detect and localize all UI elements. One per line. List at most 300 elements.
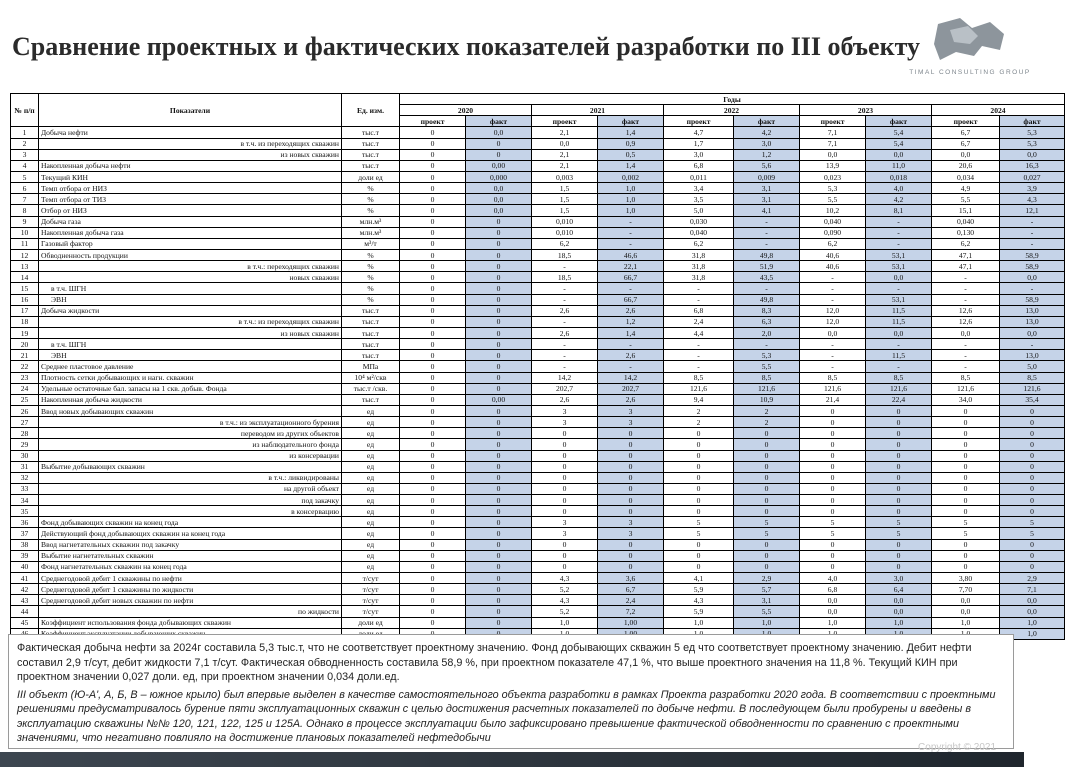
row-number: 32 — [11, 472, 39, 483]
project-value: 0 — [400, 249, 466, 260]
table-row — [11, 394, 1065, 405]
project-value: 0 — [532, 539, 598, 550]
table-row — [11, 584, 1065, 595]
project-value: - — [932, 283, 1000, 294]
table-row — [11, 327, 1065, 338]
project-value: 0 — [400, 506, 466, 517]
indicator-name: Фонд нагнетательных скважин на конец года — [39, 561, 342, 572]
fact-value: 3,9 — [1000, 183, 1065, 194]
fact-value: 0 — [598, 439, 664, 450]
header-year: 2024 — [932, 105, 1065, 116]
fact-value: 53,1 — [866, 261, 932, 272]
fact-value: - — [866, 339, 932, 350]
project-value: 0 — [400, 528, 466, 539]
fact-value: 1,0 — [1000, 628, 1065, 639]
indicator-name: Ввод новых добывающих скважин — [39, 405, 342, 416]
project-value: 0 — [932, 483, 1000, 494]
fact-value: 14,2 — [598, 372, 664, 383]
indicator-name: Удельные остаточные бал. запасы на 1 скв. добыв. Фонда — [39, 383, 342, 394]
table-row — [11, 428, 1065, 439]
row-number: 12 — [11, 249, 39, 260]
project-value: 0,040 — [800, 216, 866, 227]
project-value: 0,040 — [664, 227, 734, 238]
project-value: 0 — [400, 550, 466, 561]
unit-cell: ед — [342, 450, 400, 461]
unit-cell: тыс.т — [342, 127, 400, 138]
project-value: 0 — [664, 561, 734, 572]
table-row — [11, 205, 1065, 216]
project-value: 5,9 — [664, 606, 734, 617]
unit-cell: т/сут — [342, 573, 400, 584]
header-fact: факт — [734, 116, 800, 127]
fact-value: 3 — [598, 528, 664, 539]
indicator-name: из наблюдательного фонда — [39, 439, 342, 450]
project-value: 31,8 — [664, 249, 734, 260]
project-value: 4,0 — [800, 573, 866, 584]
row-number: 16 — [11, 294, 39, 305]
project-value: 5,2 — [532, 606, 598, 617]
row-number: 19 — [11, 327, 39, 338]
fact-value: - — [866, 361, 932, 372]
project-value: 40,6 — [800, 261, 866, 272]
unit-cell: % — [342, 272, 400, 283]
project-value: 0 — [800, 561, 866, 572]
row-number: 6 — [11, 183, 39, 194]
project-value: 0 — [800, 550, 866, 561]
fact-value: 1,2 — [598, 316, 664, 327]
fact-value: 1,00 — [598, 617, 664, 628]
fact-value: 2 — [734, 405, 800, 416]
comment-box — [8, 634, 1014, 749]
project-value: 6,2 — [932, 238, 1000, 249]
fact-value: 11,5 — [866, 350, 932, 361]
row-number: 37 — [11, 528, 39, 539]
table-row — [11, 606, 1065, 617]
fact-value: 13,0 — [1000, 350, 1065, 361]
project-value: 0 — [932, 506, 1000, 517]
unit-cell: тыс.т — [342, 305, 400, 316]
unit-cell: % — [342, 261, 400, 272]
fact-value: 5 — [734, 517, 800, 528]
row-number: 40 — [11, 561, 39, 572]
header-fact: факт — [1000, 116, 1065, 127]
fact-value: 0,0 — [1000, 606, 1065, 617]
fact-value: 0 — [466, 249, 532, 260]
indicator-name: из новых скважин — [39, 149, 342, 160]
project-value: 0 — [664, 450, 734, 461]
row-number: 43 — [11, 595, 39, 606]
project-value: 0 — [532, 461, 598, 472]
fact-value: - — [734, 216, 800, 227]
project-value: - — [532, 283, 598, 294]
fact-value: 1,0 — [598, 194, 664, 205]
fact-value: 0 — [866, 539, 932, 550]
fact-value: 2,4 — [598, 595, 664, 606]
table-row — [11, 372, 1065, 383]
fact-value: 0,5 — [598, 149, 664, 160]
row-number: 2 — [11, 138, 39, 149]
project-value: - — [532, 350, 598, 361]
row-number: 44 — [11, 606, 39, 617]
project-value: 0 — [400, 517, 466, 528]
fact-value: 4,2 — [734, 127, 800, 138]
fact-value: 0 — [466, 216, 532, 227]
table-row — [11, 305, 1065, 316]
fact-value: 0 — [866, 506, 932, 517]
indicator-name: Среднегодовой дебит 1 скважины по нефти — [39, 573, 342, 584]
fact-value: 0 — [734, 450, 800, 461]
fact-value: 0 — [466, 272, 532, 283]
fact-value: 0,0 — [1000, 149, 1065, 160]
indicator-name: в т.ч. ШГН — [39, 339, 342, 350]
fact-value: 66,7 — [598, 294, 664, 305]
project-value: 0 — [400, 606, 466, 617]
row-number: 13 — [11, 261, 39, 272]
indicator-name: Среднее пластовое давление — [39, 361, 342, 372]
project-value: 2 — [664, 417, 734, 428]
fact-value: - — [734, 339, 800, 350]
fact-value: 0 — [1000, 428, 1065, 439]
copyright: Copyright © 2021 — [918, 742, 996, 753]
table-row — [11, 417, 1065, 428]
indicator-name: из консервации — [39, 450, 342, 461]
fact-value: 5,3 — [734, 350, 800, 361]
fact-value: 16,3 — [1000, 160, 1065, 171]
table-row — [11, 573, 1065, 584]
project-value: - — [532, 316, 598, 327]
fact-value: 5 — [734, 528, 800, 539]
unit-cell: % — [342, 294, 400, 305]
table-row — [11, 550, 1065, 561]
project-value: 1,5 — [532, 205, 598, 216]
row-number: 20 — [11, 339, 39, 350]
project-value: 0 — [400, 584, 466, 595]
project-value: 121,6 — [664, 383, 734, 394]
table-row — [11, 595, 1065, 606]
fact-value: 0,0 — [1000, 327, 1065, 338]
project-value: 0 — [400, 539, 466, 550]
project-value: 121,6 — [932, 383, 1000, 394]
unit-cell: % — [342, 205, 400, 216]
project-value: - — [532, 361, 598, 372]
fact-value: 11,0 — [866, 160, 932, 171]
project-value: 0,040 — [932, 216, 1000, 227]
project-value: 0 — [400, 216, 466, 227]
project-value: 2,6 — [532, 327, 598, 338]
indicators-table-container — [10, 93, 1041, 639]
project-value: 0 — [400, 316, 466, 327]
fact-value: 1,4 — [598, 160, 664, 171]
indicator-name: новых скважин — [39, 272, 342, 283]
table-row — [11, 160, 1065, 171]
header-year: 2023 — [800, 105, 932, 116]
fact-value: 0,002 — [598, 171, 664, 182]
header-proj: проект — [532, 116, 598, 127]
row-number: 23 — [11, 372, 39, 383]
project-value: 18,5 — [532, 272, 598, 283]
unit-cell: тыс.т — [342, 339, 400, 350]
fact-value: 4,3 — [1000, 194, 1065, 205]
table-row — [11, 294, 1065, 305]
fact-value: 0 — [598, 561, 664, 572]
fact-value: 5 — [1000, 528, 1065, 539]
header-year: 2021 — [532, 105, 664, 116]
fact-value: 8,5 — [1000, 372, 1065, 383]
project-value: 0 — [664, 428, 734, 439]
fact-value: 0 — [466, 361, 532, 372]
fact-value: 0 — [466, 372, 532, 383]
project-value: 0 — [932, 539, 1000, 550]
header-fact: факт — [866, 116, 932, 127]
fact-value: 2,6 — [598, 394, 664, 405]
row-number: 4 — [11, 160, 39, 171]
project-value: 34,0 — [932, 394, 1000, 405]
project-value: 0 — [400, 394, 466, 405]
header-fact: факт — [598, 116, 664, 127]
fact-value: 0 — [466, 573, 532, 584]
page-title: Сравнение проектных и фактических показателей разработки по III объекту — [12, 32, 921, 61]
table-row — [11, 461, 1065, 472]
unit-cell: доли ед — [342, 171, 400, 182]
table-row — [11, 194, 1065, 205]
project-value: 7,1 — [800, 138, 866, 149]
project-value: - — [800, 361, 866, 372]
footer-band — [0, 752, 1024, 767]
fact-value: 0 — [866, 461, 932, 472]
project-value: 0 — [532, 472, 598, 483]
fact-value: 0 — [1000, 461, 1065, 472]
table-row — [11, 528, 1065, 539]
fact-value: 4,1 — [734, 205, 800, 216]
project-value: 0 — [400, 305, 466, 316]
fact-value: 0 — [466, 261, 532, 272]
fact-value: 6,7 — [598, 584, 664, 595]
table-row — [11, 617, 1065, 628]
unit-cell: ед — [342, 405, 400, 416]
fact-value: 0 — [466, 517, 532, 528]
fact-value: - — [598, 238, 664, 249]
fact-value: 0 — [866, 417, 932, 428]
fact-value: 2,6 — [598, 350, 664, 361]
table-row — [11, 495, 1065, 506]
row-number: 8 — [11, 205, 39, 216]
unit-cell: ед — [342, 439, 400, 450]
project-value: 4,9 — [932, 183, 1000, 194]
fact-value: 0 — [598, 483, 664, 494]
fact-value: 0 — [866, 439, 932, 450]
unit-cell: млн.м³ — [342, 227, 400, 238]
fact-value: 0,0 — [866, 606, 932, 617]
unit-cell: тыс.т — [342, 350, 400, 361]
fact-value: - — [1000, 339, 1065, 350]
project-value: 31,8 — [664, 261, 734, 272]
project-value: 4,7 — [664, 127, 734, 138]
project-value: 0 — [800, 450, 866, 461]
fact-value: 5,3 — [1000, 127, 1065, 138]
project-value: 1,0 — [532, 617, 598, 628]
project-value: 0 — [400, 361, 466, 372]
unit-cell: доли ед — [342, 617, 400, 628]
project-value: 0,030 — [664, 216, 734, 227]
fact-value: 0,0 — [466, 183, 532, 194]
fact-value: - — [734, 227, 800, 238]
fact-value: 3,1 — [734, 194, 800, 205]
project-value: 0 — [932, 550, 1000, 561]
row-number: 42 — [11, 584, 39, 595]
fact-value: 3,1 — [734, 183, 800, 194]
project-value: 1,0 — [800, 617, 866, 628]
project-value: 0 — [400, 227, 466, 238]
indicator-name: Темп отбора от ТИЗ — [39, 194, 342, 205]
unit-cell: ед — [342, 461, 400, 472]
fact-value: 5,6 — [734, 160, 800, 171]
project-value: 0 — [400, 372, 466, 383]
project-value: 0 — [400, 171, 466, 182]
fact-value: 7,2 — [598, 606, 664, 617]
unit-cell: ед — [342, 528, 400, 539]
table-row — [11, 272, 1065, 283]
fact-value: 0 — [466, 350, 532, 361]
fact-value: 12,1 — [1000, 205, 1065, 216]
fact-value: 1,0 — [866, 617, 932, 628]
fact-value: 0 — [1000, 405, 1065, 416]
indicator-name: Плотность сетки добывающих и нагн. скважин — [39, 372, 342, 383]
project-value: 4,3 — [664, 595, 734, 606]
project-value: 0 — [400, 405, 466, 416]
fact-value: 0 — [734, 561, 800, 572]
project-value: 0 — [400, 183, 466, 194]
row-number: 26 — [11, 405, 39, 416]
project-value: 0 — [400, 138, 466, 149]
table-row — [11, 249, 1065, 260]
indicator-name: Действующий фонд добывающих скважин на конец года — [39, 528, 342, 539]
project-value: 0 — [400, 194, 466, 205]
project-value: 8,5 — [664, 372, 734, 383]
project-value: 0 — [800, 405, 866, 416]
fact-value: 0 — [734, 472, 800, 483]
fact-value: - — [1000, 283, 1065, 294]
project-value: - — [932, 272, 1000, 283]
table-row — [11, 472, 1065, 483]
project-value: 5 — [932, 528, 1000, 539]
fact-value: 2,0 — [734, 327, 800, 338]
project-value: 0 — [664, 550, 734, 561]
row-number: 17 — [11, 305, 39, 316]
project-value: 2,1 — [532, 127, 598, 138]
unit-cell: ед — [342, 417, 400, 428]
project-value: - — [664, 339, 734, 350]
fact-value: - — [598, 216, 664, 227]
table-row — [11, 339, 1065, 350]
project-value: 0 — [400, 417, 466, 428]
fact-value: 35,4 — [1000, 394, 1065, 405]
fact-value: 0 — [866, 561, 932, 572]
fact-value: 3,6 — [598, 573, 664, 584]
fact-value: 0,0 — [866, 149, 932, 160]
fact-value: 46,6 — [598, 249, 664, 260]
fact-value: 0 — [1000, 550, 1065, 561]
project-value: 0 — [800, 495, 866, 506]
fact-value: 0 — [1000, 495, 1065, 506]
unit-cell: тыс.т — [342, 394, 400, 405]
table-row — [11, 183, 1065, 194]
fact-value: 0 — [734, 461, 800, 472]
fact-value: 0 — [598, 472, 664, 483]
fact-value: 58,9 — [1000, 249, 1065, 260]
fact-value: 0 — [466, 305, 532, 316]
fact-value: 7,1 — [1000, 584, 1065, 595]
project-value: 0 — [532, 439, 598, 450]
fact-value: 1,4 — [598, 127, 664, 138]
row-number: 5 — [11, 171, 39, 182]
table-row — [11, 149, 1065, 160]
project-value: 0,0 — [932, 595, 1000, 606]
unit-cell: тыс.т — [342, 316, 400, 327]
project-value: 0 — [664, 472, 734, 483]
project-value: 3,0 — [664, 149, 734, 160]
fact-value: 0 — [466, 283, 532, 294]
table-row — [11, 517, 1065, 528]
fact-value: 5,4 — [866, 127, 932, 138]
row-number: 30 — [11, 450, 39, 461]
project-value: 0 — [400, 205, 466, 216]
fact-value: 5,5 — [734, 606, 800, 617]
fact-value: 3,0 — [734, 138, 800, 149]
fact-value: 121,6 — [1000, 383, 1065, 394]
unit-cell: тыс.т — [342, 149, 400, 160]
project-value: 0 — [932, 428, 1000, 439]
fact-value: - — [1000, 238, 1065, 249]
fact-value: 11,5 — [866, 316, 932, 327]
fact-value: 1,0 — [598, 205, 664, 216]
row-number: 7 — [11, 194, 39, 205]
row-number: 15 — [11, 283, 39, 294]
row-number: 27 — [11, 417, 39, 428]
row-number: 41 — [11, 573, 39, 584]
fact-value: 1,0 — [734, 617, 800, 628]
fact-value: 22,4 — [866, 394, 932, 405]
fact-value: 0,0 — [866, 272, 932, 283]
project-value: 5,5 — [932, 194, 1000, 205]
fact-value: 58,9 — [1000, 294, 1065, 305]
project-value: 0 — [400, 461, 466, 472]
fact-value: 0,0 — [866, 595, 932, 606]
fact-value: 3,1 — [734, 595, 800, 606]
fact-value: 202,7 — [598, 383, 664, 394]
indicator-name: в т.ч.: из переходящих скважин — [39, 316, 342, 327]
project-value: 5,2 — [532, 584, 598, 595]
row-number: 34 — [11, 495, 39, 506]
project-value: 0 — [400, 261, 466, 272]
unit-cell: тыс.т /скв. — [342, 383, 400, 394]
project-value: 0 — [664, 539, 734, 550]
table-row — [11, 506, 1065, 517]
project-value: 47,1 — [932, 249, 1000, 260]
fact-value: 0 — [466, 561, 532, 572]
project-value: - — [932, 350, 1000, 361]
indicator-name: Накопленная добыча жидкости — [39, 394, 342, 405]
indicator-name: Добыча жидкости — [39, 305, 342, 316]
unit-cell: тыс.т — [342, 327, 400, 338]
fact-value: - — [866, 227, 932, 238]
indicators-table — [10, 93, 1065, 640]
project-value: - — [664, 361, 734, 372]
project-value: 4,1 — [664, 573, 734, 584]
row-number: 31 — [11, 461, 39, 472]
unit-cell: тыс.т — [342, 160, 400, 171]
fact-value: 0 — [1000, 417, 1065, 428]
project-value: 5 — [664, 517, 734, 528]
